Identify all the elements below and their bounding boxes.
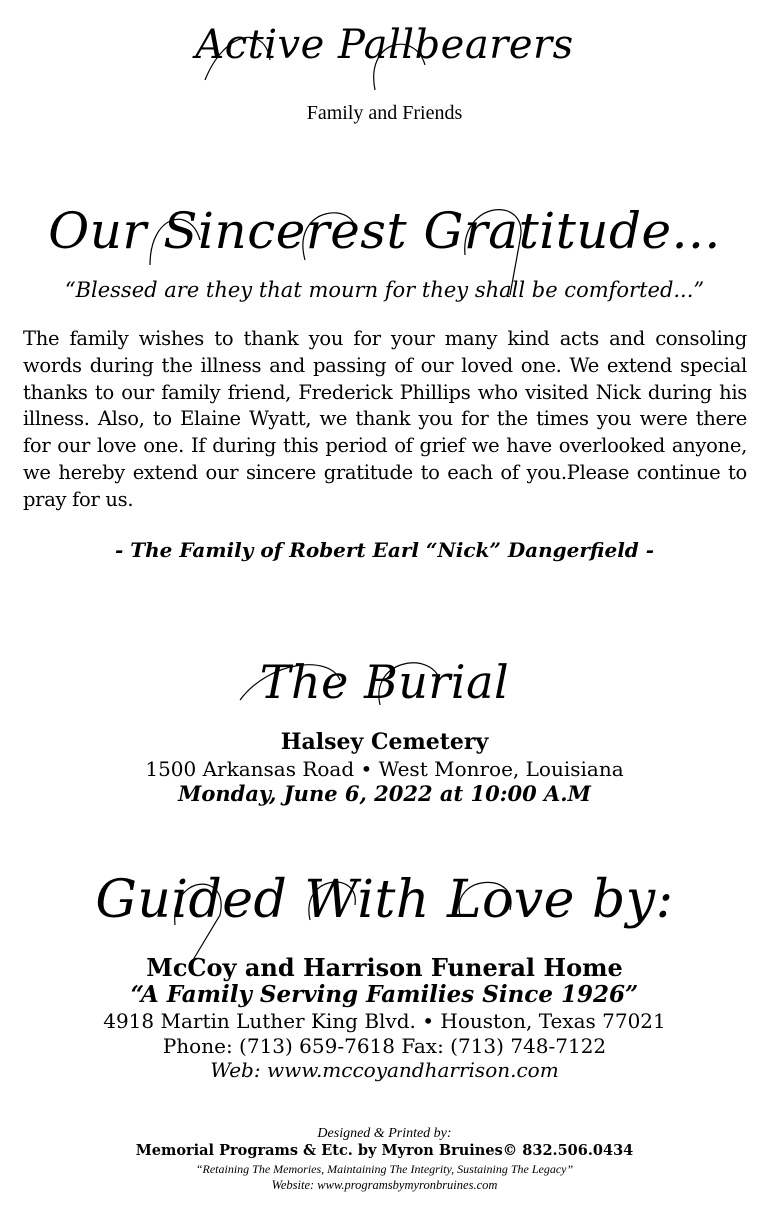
guided-heading-word-2: With xyxy=(304,870,430,930)
credit-label: Designed & Printed by: xyxy=(317,1126,452,1141)
guided-heading-word-4: by: xyxy=(591,870,674,930)
burial-address: 1500 Arkansas Road • West Monroe, Louisiana xyxy=(145,757,624,781)
funeral-home-name: McCoy and Harrison Funeral Home xyxy=(146,953,623,982)
guided-heading-word-1: Guided xyxy=(95,870,288,930)
burial-datetime: Monday, June 6, 2022 at 10:00 A.M xyxy=(178,781,591,806)
gratitude-quote: “Blessed are they that mourn for they shall be comforted...” xyxy=(64,278,705,302)
pallbearers-heading-word-1: Active xyxy=(195,22,325,68)
pallbearers-heading-word-2: Pallbearers xyxy=(338,22,574,68)
funeral-home-phone: Phone: (713) 659-7618 Fax: (713) 748-7122 xyxy=(162,1034,607,1058)
gratitude-heading-word-2: Sincerest xyxy=(163,202,408,260)
pallbearers-heading xyxy=(0,22,769,68)
funeral-home-address: 4918 Martin Luther King Blvd. • Houston, Texas 77021 xyxy=(103,1009,666,1033)
guided-heading xyxy=(0,870,769,930)
gratitude-heading xyxy=(0,202,769,260)
burial-heading-word-1: The xyxy=(259,655,349,709)
burial-heading-word-2: Burial xyxy=(363,655,510,709)
credit-tagline: “Retaining The Memories, Maintaining The Integrity, Sustaining The Legacy” xyxy=(195,1162,574,1176)
burial-place: Halsey Cemetery xyxy=(280,729,489,755)
funeral-home-web: Web: www.mccoyandharrison.com xyxy=(210,1058,559,1082)
funeral-home-slogan: “A Family Serving Families Since 1926” xyxy=(130,981,639,1008)
gratitude-heading-word-3: Gratitude... xyxy=(423,202,721,260)
gratitude-message: The family wishes to thank you for your many kind acts and consoling words during the illness and passing of our loved one. We extend special thanks to our family friend, Frederick Phillips who visited Nick during his illness. Also, to Elaine Wyatt, we thank you for the times you were there for our love one. If during this period of grief we have overlooked anyone, we hereby extend our sincere gratitude to each of you.Please continue to pray for us. xyxy=(23,327,747,511)
burial-heading xyxy=(0,655,769,709)
credit-name: Memorial Programs & Etc. by Myron Bruines© 832.506.0434 xyxy=(135,1142,634,1159)
pallbearers-subtitle: Family and Friends xyxy=(306,102,463,124)
gratitude-heading-word-1: Our xyxy=(48,202,147,260)
family-signature: - The Family of Robert Earl “Nick” Dangerfield - xyxy=(114,538,655,562)
credit-website: Website: www.programsbymyronbruines.com xyxy=(271,1178,498,1192)
guided-heading-word-3: Love xyxy=(446,870,575,930)
